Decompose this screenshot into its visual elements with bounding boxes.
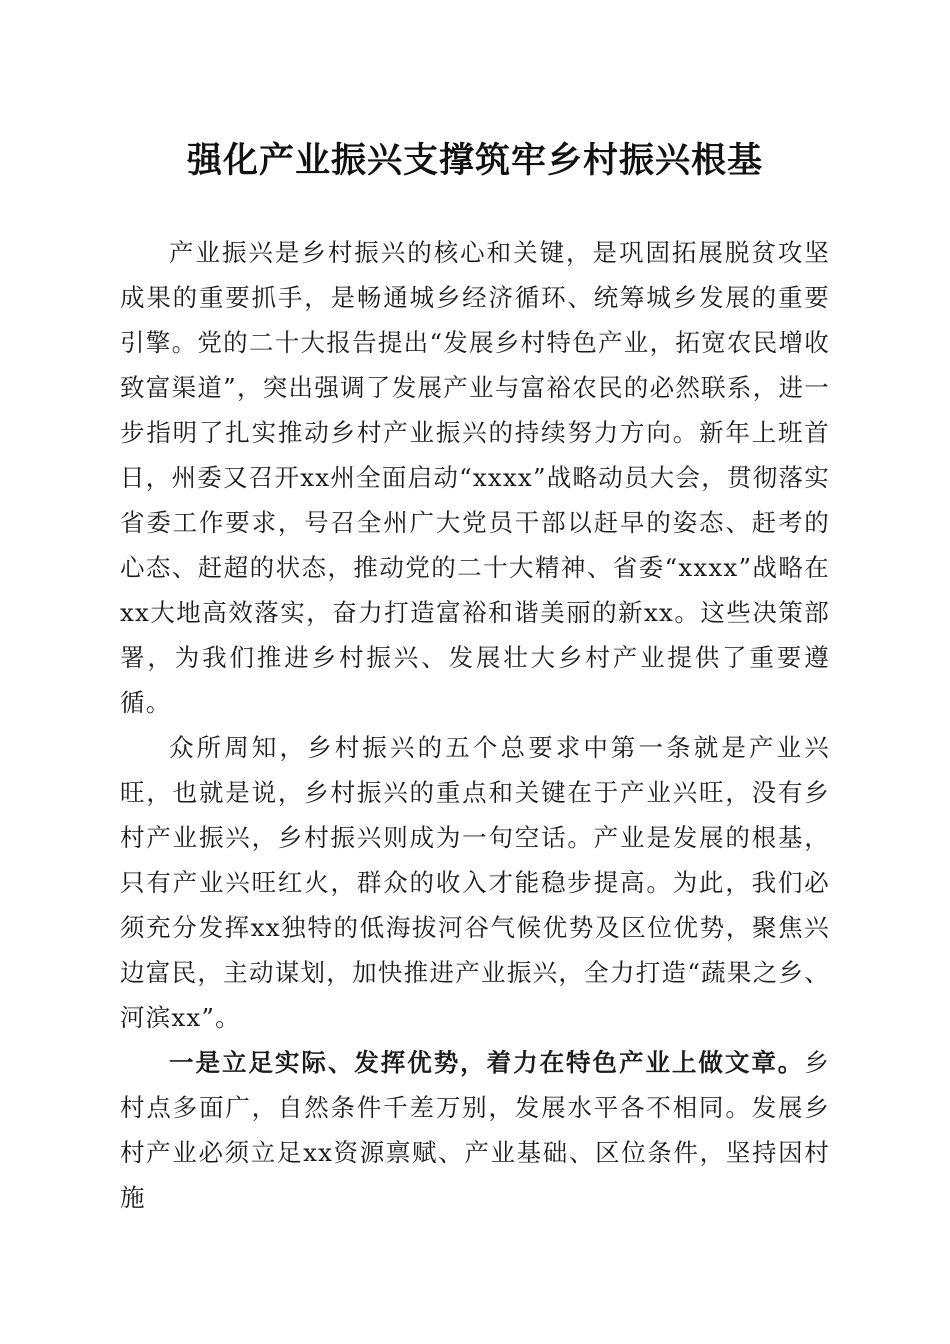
paragraph-point-one-text: 乡村点多面广，自然条件千差万别，发展水平各不相同。发展乡村产业必须立足xx资源禀赋、产业基础、区位条件，坚持因村施 xyxy=(120,1048,830,1212)
paragraph-intro xyxy=(120,230,830,725)
document-body xyxy=(120,230,830,1220)
paragraph-point-one-lead: 一是立足实际、发挥优势，着力在特色产业上做文章。 xyxy=(169,1048,805,1077)
paragraph-industry-prosperity xyxy=(120,725,830,1040)
paragraph-intro-text: 产业振兴是乡村振兴的核心和关键，是巩固拓展脱贫攻坚成果的重要抓手，是畅通城乡经济循环、统筹城乡发展的重要引擎。党的二十大报告提出“发展乡村特色产业，拓宽农民增收致富渠道”，突出强调了发展产业与富裕农民的必然联系，进一步指明了扎实推动乡村产业振兴的持续努力方向。新年上班首日，州委又召开xx州全面启动“xxxx”战略动员大会，贯彻落实省委工作要求，号召全州广大党员干部以赶早的姿态、赶考的心态、赶超的状态，推动党的二十大精神、省委“xxxx”战略在xx大地高效落实，奋力打造富裕和谐美丽的新xx。这些决策部署，为我们推进乡村振兴、发展壮大乡村产业提供了重要遵循。 xyxy=(120,238,830,717)
document-title: 强化产业振兴支撑筑牢乡村振兴根基 xyxy=(186,140,763,181)
paragraph-point-one xyxy=(120,1040,830,1220)
paragraph-industry-prosperity-text: 众所周知，乡村振兴的五个总要求中第一条就是产业兴旺，也就是说，乡村振兴的重点和关键在于产业兴旺，没有乡村产业振兴，乡村振兴则成为一句空话。产业是发展的根基，只有产业兴旺红火，群众的收入才能稳步提高。为此，我们必须充分发挥xx独特的低海拔河谷气候优势及区位优势，聚焦兴边富民，主动谋划，加快推进产业振兴，全力打造“蔬果之乡、河滨xx”。 xyxy=(120,733,830,1032)
